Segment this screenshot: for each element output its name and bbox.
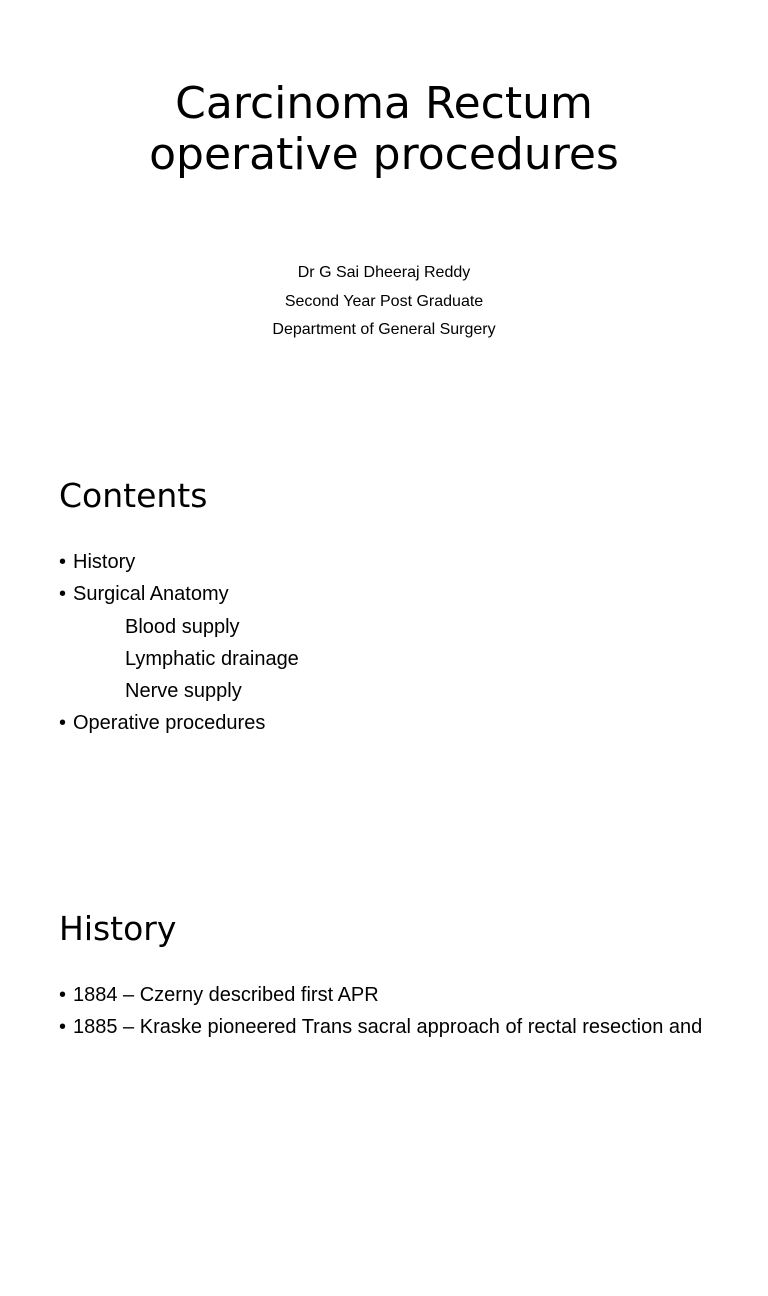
slide-history [0, 864, 768, 1296]
history-item: • 1884 – Czerny described first APR [59, 979, 702, 1011]
history-heading: History [59, 909, 177, 948]
contents-heading: Contents [59, 476, 208, 515]
contents-item-operative-procedures: • Operative procedures [59, 707, 299, 739]
title-line-2: operative procedures [149, 129, 619, 180]
author-name: Dr G Sai Dheeraj Reddy [297, 264, 471, 281]
contents-list [59, 546, 299, 740]
bullet-icon: • [59, 1016, 67, 1039]
contents-item-history: • History [59, 546, 299, 578]
title-line-1: Carcinoma Rectum [175, 78, 593, 129]
contents-item-surgical-anatomy: • Surgical Anatomy [59, 578, 299, 610]
bullet-icon: • [59, 712, 67, 735]
history-list [59, 979, 702, 1044]
bullet-icon: • [59, 551, 67, 573]
author-department: Department of General Surgery [272, 321, 496, 338]
bullet-icon: • [59, 583, 67, 606]
author-position: Second Year Post Graduate [284, 292, 484, 310]
contents-subitem-nerve-supply: Nerve supply [125, 680, 242, 703]
bullet-icon: • [59, 984, 67, 1006]
contents-subitem-blood-supply: Blood supply [125, 615, 240, 638]
contents-subitem-lymphatic-drainage: Lymphatic drainage [125, 647, 299, 670]
author-block [0, 259, 768, 345]
slide-contents [0, 432, 768, 864]
history-item: • 1885 – Kraske pioneered Trans sacral approach of rectal resection and [59, 1011, 702, 1043]
slide-title [0, 0, 768, 432]
presentation-title [0, 78, 768, 180]
